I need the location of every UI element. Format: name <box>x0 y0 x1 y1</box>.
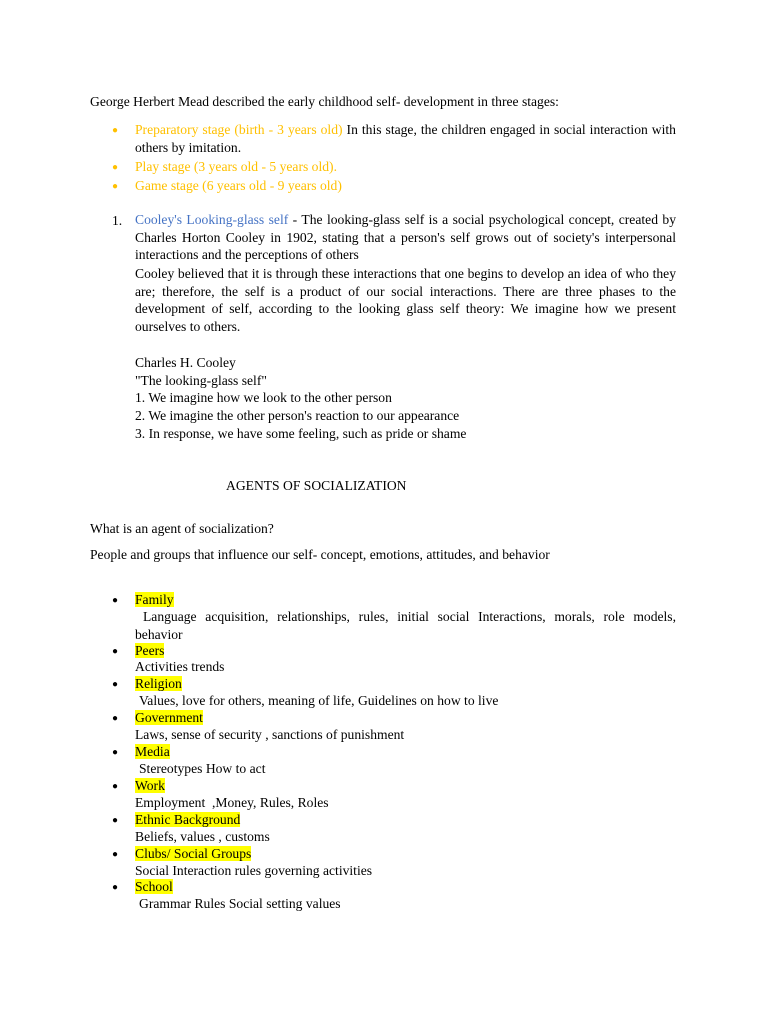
agent-name: Family <box>135 592 174 607</box>
cooley-line: 2. We imagine the other person's reaction to our appearance <box>135 408 460 423</box>
stage-label: Play stage (3 years old - 5 years old). <box>135 159 337 174</box>
cooley-line: "The looking-glass self" <box>135 373 267 388</box>
agent-desc: Beliefs, values , customs <box>135 829 270 844</box>
agent-name: Ethnic Background <box>135 812 241 827</box>
question-text: What is an agent of socialization? <box>90 521 274 536</box>
agent-desc: Grammar Rules Social setting values <box>139 896 341 911</box>
agent-desc: Laws, sense of security , sanctions of punishment <box>135 727 405 742</box>
cooley-title: Cooley's Looking-glass self <box>135 212 289 227</box>
bullet-icon: ● <box>112 679 119 690</box>
agent-desc: Language acquisition, relationships, rules, initial social Interactions, morals, role models, behavior <box>135 609 676 642</box>
bullet-icon: ● <box>112 781 119 792</box>
agent-desc: Values, love for others, meaning of life, Guidelines on how to live <box>139 693 499 708</box>
bullet-icon: ● <box>112 882 119 893</box>
answer-text: People and groups that influence our self- concept, emotions, attitudes, and behavior <box>90 547 550 562</box>
agent-name: Religion <box>135 676 182 691</box>
bullet-icon: ● <box>112 849 119 860</box>
cooley-line: Charles H. Cooley <box>135 355 236 370</box>
bullet-icon: ● <box>112 125 119 136</box>
bullet-icon: ● <box>112 646 119 657</box>
agent-name: Peers <box>135 643 165 658</box>
bullet-icon: ● <box>112 815 119 826</box>
agent-name: Work <box>135 778 165 793</box>
bullet-icon: ● <box>112 162 119 173</box>
cooley-paragraph-1 <box>135 211 676 264</box>
agent-name: School <box>135 879 173 894</box>
agent-desc: Employment ,Money, Rules, Roles <box>135 795 329 810</box>
cooley-line: 1. We imagine how we look to the other person <box>135 390 392 405</box>
cooley-text: - The looking-glass self is a social psychological concept, created by Charles Horton Cooley in 1902, stating that a person's self grows out of society's interpersonal interactions and the perceptions of others <box>135 212 676 263</box>
bullet-icon: ● <box>112 747 119 758</box>
list-number: 1. <box>112 213 123 228</box>
stage-item <box>135 121 676 156</box>
section-heading: AGENTS OF SOCIALIZATION <box>226 478 407 493</box>
agent-name: Clubs/ Social Groups <box>135 846 252 861</box>
bullet-icon: ● <box>112 713 119 724</box>
bullet-icon: ● <box>112 595 119 606</box>
agent-name: Media <box>135 744 170 759</box>
stage-label: Preparatory stage (birth - 3 years old) <box>135 122 343 137</box>
intro-text: George Herbert Mead described the early childhood self- development in three stages: <box>90 94 559 109</box>
stage-text: In this stage, the children engaged in social interaction with others by imitation. <box>135 122 676 155</box>
bullet-icon: ● <box>112 181 119 192</box>
agent-name: Government <box>135 710 203 725</box>
cooley-line: 3. In response, we have some feeling, such as pride or shame <box>135 426 467 441</box>
cooley-paragraph-2: Cooley believed that it is through these interactions that one begins to develop an idea of who they are; therefore, the self is a product of our social interactions. There are three phases to the development of self, according to the looking glass self theory: We imagine how we present ourselves to others. <box>135 266 676 334</box>
agent-desc: Stereotypes How to act <box>139 761 266 776</box>
agent-desc: Activities trends <box>135 659 225 674</box>
stage-label: Game stage (6 years old - 9 years old) <box>135 178 342 193</box>
agent-desc: Social Interaction rules governing activities <box>135 863 373 878</box>
